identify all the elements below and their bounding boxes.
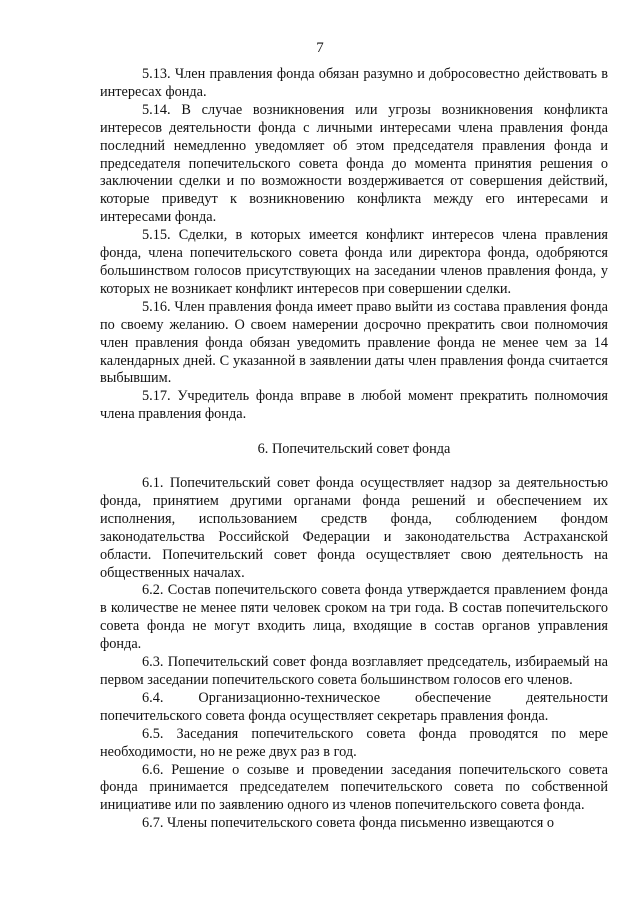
- page-number: 7: [316, 40, 324, 56]
- paragraph-6-1: 6.1. Попечительский совет фонда осуществляет надзор за деятельностью фонда, принятием другими органами фонда решений и обеспечением их исполнения, использованием средств фонда, соблюдением фондом законодательства Российской Федерации и законодательства Астраханской области. Попечительский совет фонда осуществляет свою деятельность на общественных началах.: [100, 475, 608, 581]
- paragraph-5-17: 5.17. Учредитель фонда вправе в любой момент прекратить полномочия члена правления фонда.: [100, 388, 608, 423]
- paragraph-6-4: 6.4. Организационно-техническое обеспечение деятельности попечительского совета фонда осуществляет секретарь правления фонда.: [100, 689, 608, 724]
- paragraph-6-3: 6.3. Попечительский совет фонда возглавляет председатель, избираемый на первом заседании попечительского совета большинством голосов его членов.: [100, 654, 608, 688]
- paragraph-6-5: 6.5. Заседания попечительского совета фонда проводятся по мере необходимости, но не реже двух раз в год.: [100, 725, 608, 760]
- section-heading: 6. Попечительский совет фонда: [257, 441, 451, 458]
- paragraph-5-14: 5.14. В случае возникновения или угрозы возникновения конфликта интересов деятельности фонда с личными интересами члена правления фонда последний немедленно уведомляет об этом председателя правления фонда и председателя попечительского совета фонда до момента принятия решения о заключении сделки и по возможности воздерживается от совершения действий, которые приведут к возникновению конфликта между его интересами и интересами фонда.: [100, 101, 608, 226]
- paragraph-6-7: 6.7. Члены попечительского совета фонда письменно извещаются о: [142, 815, 555, 832]
- paragraph-5-13: 5.13. Член правления фонда обязан разумно и добросовестно действовать в интересах фонда.: [100, 66, 608, 100]
- paragraph-5-15: 5.15. Сделки, в которых имеется конфликт интересов члена правления фонда, члена попечительского совета фонда или директора фонда, одобряются большинством голосов присутствующих на заседании членов правления фонда, у которых не возникает конфликт интересов при совершении сделки.: [100, 227, 608, 297]
- paragraph-5-16: 5.16. Член правления фонда имеет право выйти из состава правления фонда по своему желанию. О своем намерении досрочно прекратить свои полномочия член правления фонда обязан уведомить правление фонда не менее чем за 14 календарных дней. С указанной в заявлении даты член правления фонда считается выбывшим.: [100, 298, 608, 387]
- paragraph-6-2: 6.2. Состав попечительского совета фонда утверждается правлением фонда в количестве не менее пяти человек сроком на три года. В состав попечительского совета фонда не могут входить лица, входящие в состав органов управления фонда.: [100, 582, 608, 653]
- paragraph-6-6: 6.6. Решение о созыве и проведении заседания попечительского совета фонда принимается председателем попечительского совета по собственной инициативе или по заявлению одного из членов попечительского совета фонда.: [100, 761, 608, 814]
- document-body: [100, 66, 608, 833]
